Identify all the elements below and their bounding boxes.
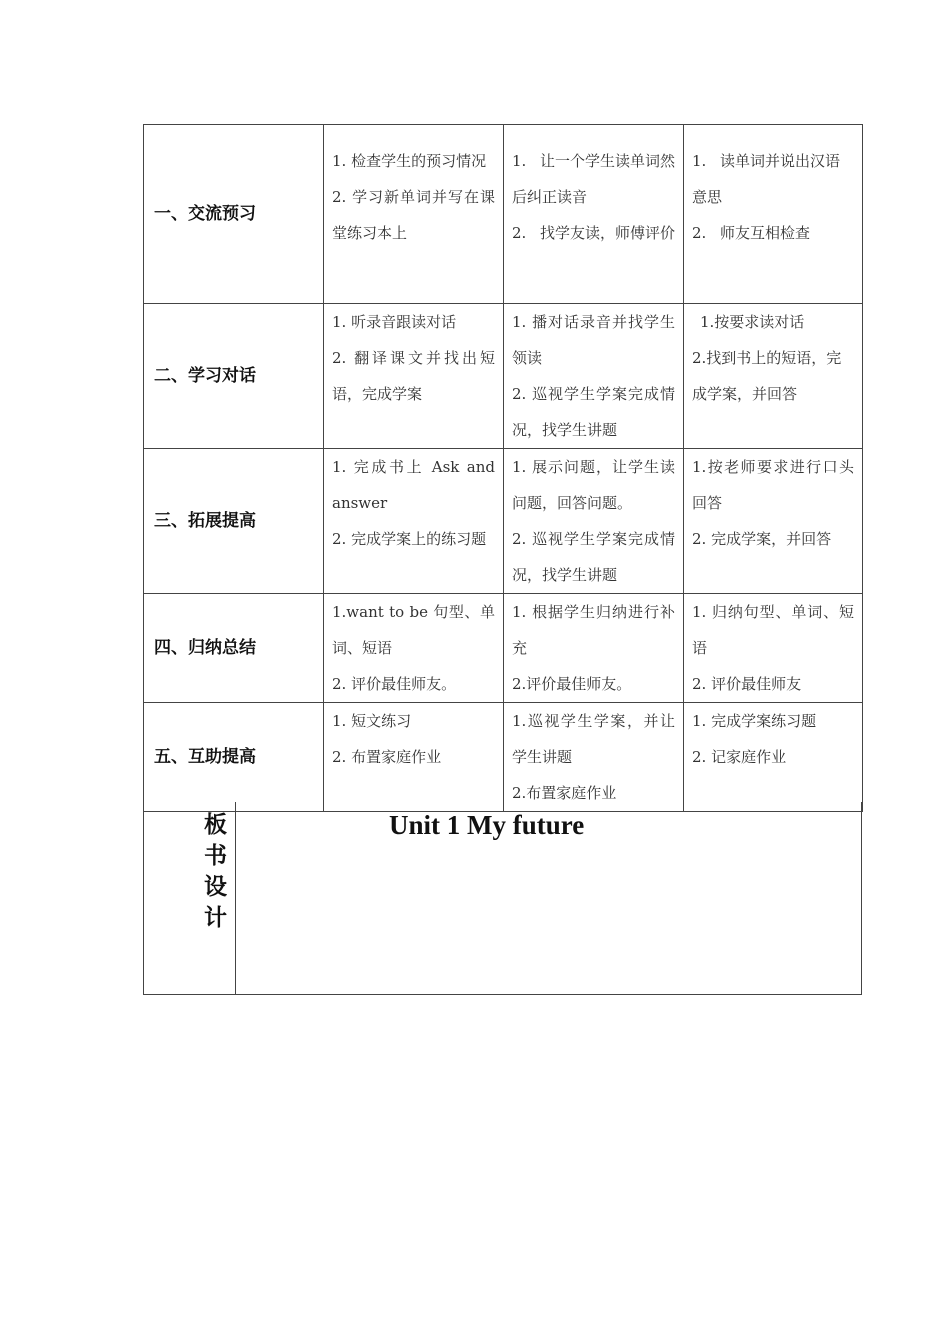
- list-item: 2. 记家庭作业: [692, 748, 787, 766]
- list-item: 1.按要求读对话: [700, 313, 805, 331]
- student-activity-cell: [684, 449, 863, 594]
- table-row: [144, 594, 863, 703]
- stage-cell: 二、学习对话: [144, 304, 324, 449]
- teaching-method-cell: [504, 594, 684, 703]
- list-item: 2.评价最佳师友。: [512, 675, 632, 693]
- list-item: 2. 完成学案，并回答: [692, 530, 832, 548]
- stage-cell: 四、归纳总结: [144, 594, 324, 703]
- stage-cell: 五、互助提高: [144, 703, 324, 812]
- blackboard-title: Unit 1 My future: [389, 810, 585, 840]
- list-item: 2. 师友互相检查: [692, 224, 811, 242]
- list-item: 1. 检查学生的预习情况: [332, 152, 487, 170]
- list-item: 1. 读单词并说出汉语意思: [692, 152, 841, 206]
- list-item: 2. 布置家庭作业: [332, 748, 442, 766]
- list-item: 1. 让一个学生读单词然后纠正读音: [512, 152, 676, 206]
- student-activity-cell: [684, 304, 863, 449]
- list-item: 1. 展示问题，让学生读问题，回答问题。: [512, 458, 675, 512]
- teaching-method-cell: [504, 304, 684, 449]
- table-row: [144, 703, 863, 812]
- list-item: 1. 听录音跟读对话: [332, 313, 457, 331]
- list-item: 1. 完成书上 Ask and answer: [332, 458, 495, 512]
- list-item: 2. 学习新单词并写在课堂练习本上: [332, 188, 495, 242]
- list-item: 1.按老师要求进行口头回答: [692, 458, 854, 512]
- teacher-activity-cell: [324, 449, 504, 594]
- student-activity-cell: [684, 125, 863, 304]
- list-item: 2. 找学友读，师傅评价: [512, 224, 676, 242]
- list-item: 1. 短文练习: [332, 712, 412, 730]
- lesson-plan-table: [143, 124, 863, 812]
- list-item: 2. 翻译课文并找出短语，完成学案: [332, 349, 495, 403]
- list-item: 2. 评价最佳师友: [692, 675, 802, 693]
- table-row: [144, 125, 863, 304]
- list-item: 1. 根据学生归纳进行补充: [512, 603, 675, 657]
- blackboard-label-cell: [144, 802, 236, 994]
- list-item: 1. 完成学案练习题: [692, 712, 817, 730]
- table-row: [144, 304, 863, 449]
- teacher-activity-cell: [324, 125, 504, 304]
- teacher-activity-cell: [324, 703, 504, 812]
- stage-cell: 一、交流预习: [144, 125, 324, 304]
- list-item: 1. 归纳句型、单词、短语: [692, 603, 854, 657]
- teacher-activity-cell: [324, 304, 504, 449]
- list-item: 1.巡视学生学案，并让学生讲题: [512, 712, 675, 766]
- list-item: 2. 评价最佳师友。: [332, 675, 457, 693]
- table-row: [144, 449, 863, 594]
- list-item: 1. 播对话录音并找学生领读: [512, 313, 675, 367]
- teaching-method-cell: [504, 125, 684, 304]
- blackboard-label: 板书设计: [204, 812, 227, 931]
- student-activity-cell: [684, 594, 863, 703]
- teacher-activity-cell: [324, 594, 504, 703]
- student-activity-cell: [684, 703, 863, 812]
- teaching-method-cell: [504, 703, 684, 812]
- list-item: 2. 巡视学生学案完成情况，找学生讲题: [512, 530, 675, 584]
- list-item: 1.want to be 句型、单词、短语: [332, 603, 495, 657]
- teaching-method-cell: [504, 449, 684, 594]
- list-item: 2.找到书上的短语，完成学案，并回答: [692, 349, 842, 403]
- list-item: 2.布置家庭作业: [512, 784, 617, 802]
- blackboard-design-section: [143, 802, 862, 995]
- list-item: 2. 巡视学生学案完成情况，找学生讲题: [512, 385, 675, 439]
- stage-cell: 三、拓展提高: [144, 449, 324, 594]
- list-item: 2. 完成学案上的练习题: [332, 530, 487, 548]
